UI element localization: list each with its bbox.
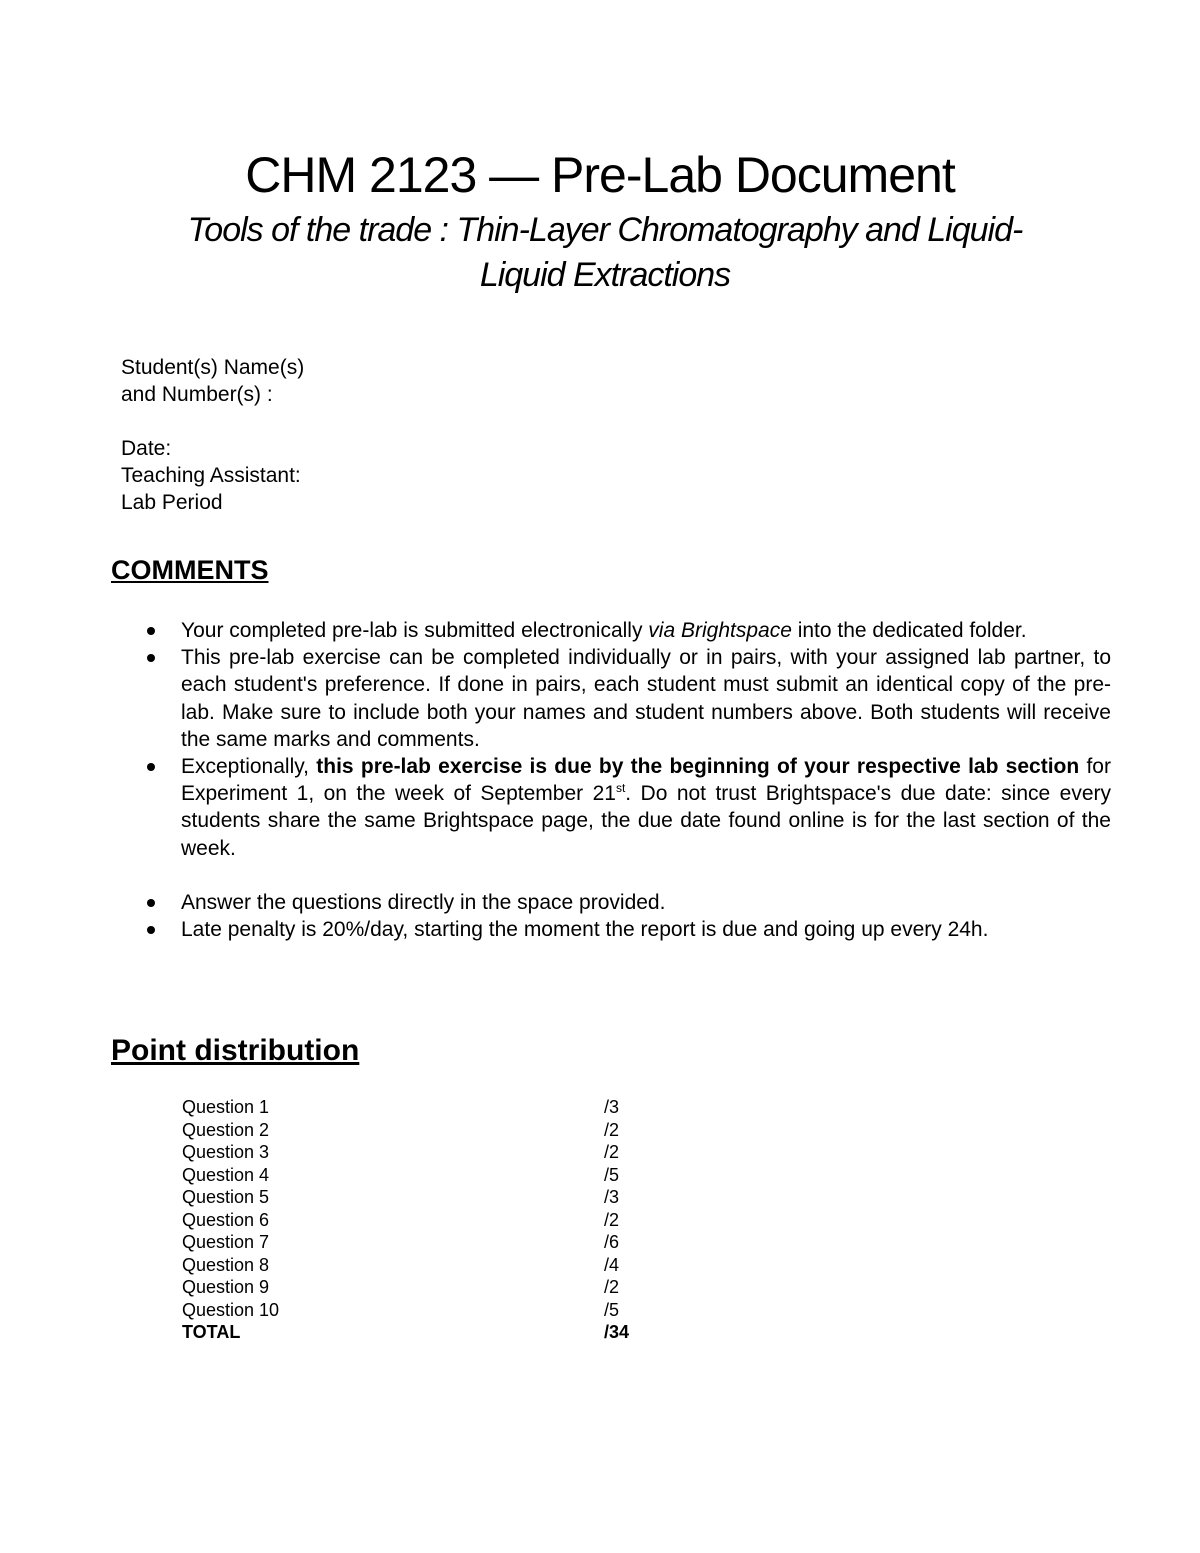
comment-item: Exceptionally, this pre-lab exercise is due by the beginning of your respective lab section for Experiment 1, on the week of September 21st. Do not trust Brightspace's due date: since every students share the same Brightspace page, the due date found online is for the last section of the week. — [143, 753, 1111, 862]
point-row: Question 3 /2 — [182, 1142, 620, 1162]
subtitle-line-1: Tools of the trade : Thin-Layer Chromatography and Liquid- — [187, 211, 1023, 249]
student-info — [121, 354, 304, 408]
comment-item: This pre-lab exercise can be completed individually or in pairs, with your assigned lab partner, to each student's preference. If done in pairs, each student must submit an identical copy of the pre-lab. Make sure to include both your names and student numbers above. Both students will receive the same marks and comments. — [143, 644, 1111, 753]
brightspace-emphasis: via Brightspace — [648, 619, 792, 642]
point-row: Question 8 /4 — [182, 1254, 620, 1275]
point-row: Question 1 /3 — [182, 1097, 620, 1117]
comment-item: Your completed pre-lab is submitted electronically via Brightspace into the dedicated folder. — [143, 617, 1111, 644]
point-row: Question 7 /6 — [182, 1232, 620, 1252]
document-title: CHM 2123 — Pre-Lab Document — [245, 147, 955, 203]
lab-period-label: Lab Period — [121, 491, 223, 514]
point-row: Question 5 /3 — [182, 1187, 620, 1207]
comment-item: Late penalty is 20%/day, starting the moment the report is due and going up every 24h. — [143, 916, 1111, 943]
teaching-assistant-label: Teaching Assistant: — [121, 464, 301, 487]
point-row: Question 6 /2 — [182, 1209, 620, 1230]
point-row: Question 9 /2 — [182, 1277, 620, 1297]
point-row: Question 4 /5 — [182, 1164, 620, 1185]
point-row: Question 10 /5 — [182, 1299, 620, 1320]
subtitle-line-2: Liquid Extractions — [479, 256, 731, 294]
due-date-emphasis: this pre-lab exercise is due by the beginning of your respective lab section — [316, 755, 1080, 779]
students-label-line-1: Student(s) Name(s) — [121, 356, 305, 379]
students-label-line-2: and Number(s) : — [121, 383, 273, 406]
comment-item: Answer the questions directly in the space provided. — [143, 889, 1111, 916]
session-info — [121, 435, 301, 516]
comments-heading: COMMENTS — [111, 555, 269, 585]
point-total-row: TOTAL /34 — [182, 1322, 630, 1342]
comments-list — [143, 617, 1111, 943]
date-label: Date: — [121, 437, 172, 460]
point-distribution-heading: Point distribution — [111, 1034, 360, 1067]
point-row: Question 2 /2 — [182, 1119, 620, 1140]
document-subtitle — [100, 208, 1110, 298]
point-distribution-table — [182, 1096, 642, 1344]
